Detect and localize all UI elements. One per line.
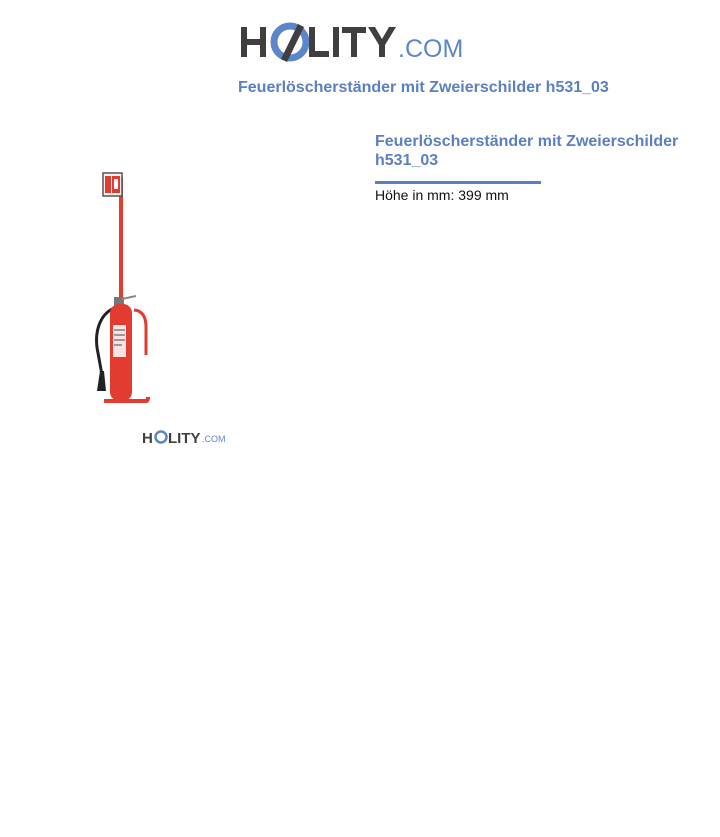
- page-title: Feuerlöscherständer mit Zweierschilder h531_03: [238, 79, 609, 96]
- product-height-spec: Höhe in mm: 399 mm: [375, 187, 509, 203]
- svg-text:.COM: .COM: [202, 434, 226, 444]
- svg-text:H: H: [142, 430, 153, 447]
- product-title: Feuerlöscherständer mit Zweierschilder h531_03: [375, 133, 679, 169]
- title-divider: [375, 181, 541, 184]
- product-image[interactable]: [0, 115, 245, 460]
- svg-text:.COM: .COM: [398, 35, 464, 63]
- holity-logo-icon: [240, 12, 480, 68]
- holity-logo[interactable]: [240, 12, 480, 68]
- fire-extinguisher-stand-icon: [0, 115, 245, 460]
- svg-text:LITY: LITY: [168, 430, 201, 447]
- holity-watermark: [142, 430, 226, 447]
